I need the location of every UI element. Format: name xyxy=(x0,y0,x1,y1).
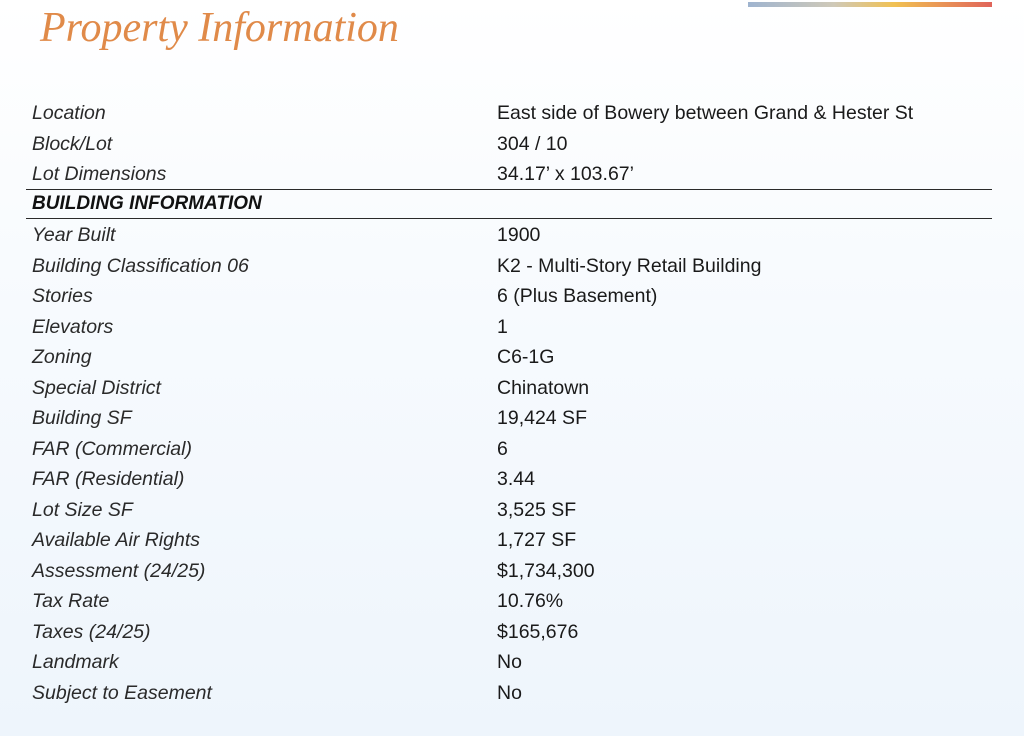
table-row xyxy=(26,280,992,311)
row-label: FAR (Residential) xyxy=(32,468,185,490)
table-row xyxy=(26,433,992,464)
property-info-table xyxy=(26,97,992,707)
table-row xyxy=(26,219,992,250)
table-row xyxy=(26,158,992,189)
row-value: Chinatown xyxy=(497,376,590,399)
table-row xyxy=(26,372,992,403)
row-value: 10.76% xyxy=(497,590,564,612)
table-row xyxy=(26,402,992,433)
row-value: $165,676 xyxy=(497,620,579,643)
row-label: FAR (Commercial) xyxy=(32,437,192,460)
table-row xyxy=(26,616,992,647)
table-row xyxy=(26,97,992,128)
row-label: Available Air Rights xyxy=(32,529,200,551)
row-label: Subject to Easement xyxy=(32,681,212,704)
row-label: Landmark xyxy=(32,651,119,673)
row-value: 3,525 SF xyxy=(497,498,577,521)
row-value: $1,734,300 xyxy=(497,559,595,582)
row-value: No xyxy=(497,651,522,673)
row-value: C6-1G xyxy=(497,346,555,368)
row-label: Elevators xyxy=(32,315,114,338)
table-row xyxy=(26,555,992,586)
row-label: Location xyxy=(32,102,106,124)
table-row xyxy=(26,341,992,372)
row-value: 1900 xyxy=(497,224,541,246)
row-value: 34.17’ x 103.67’ xyxy=(497,163,634,185)
row-value: East side of Bowery between Grand & Hester St xyxy=(497,102,914,124)
row-value: 6 (Plus Basement) xyxy=(497,285,658,307)
row-value: 6 xyxy=(497,437,508,460)
row-value: 19,424 SF xyxy=(497,407,587,429)
row-value: No xyxy=(497,681,522,704)
row-label: Building Classification 06 xyxy=(32,254,249,277)
row-label: Lot Size SF xyxy=(32,498,133,521)
accent-bar xyxy=(748,2,992,7)
table-row xyxy=(26,585,992,616)
row-label: Block/Lot xyxy=(32,132,113,155)
row-value: 1 xyxy=(497,315,508,338)
table-row xyxy=(26,646,992,677)
row-label: Lot Dimensions xyxy=(32,163,167,185)
table-row xyxy=(26,463,992,494)
row-label: Zoning xyxy=(32,346,92,368)
row-value: K2 - Multi-Story Retail Building xyxy=(497,254,762,277)
row-label: Tax Rate xyxy=(32,590,110,612)
table-row xyxy=(26,250,992,281)
table-row xyxy=(26,677,992,708)
table-row xyxy=(26,311,992,342)
row-label: Taxes (24/25) xyxy=(32,620,151,643)
section-header-row xyxy=(26,189,992,220)
table-row xyxy=(26,128,992,159)
page-title: Property Information xyxy=(40,5,399,51)
table-row xyxy=(26,524,992,555)
row-value: 1,727 SF xyxy=(497,529,577,551)
row-label: Year Built xyxy=(32,224,116,246)
row-label: Assessment (24/25) xyxy=(32,559,206,582)
row-label: Special District xyxy=(32,376,161,399)
table-row xyxy=(26,494,992,525)
section-heading: BUILDING INFORMATION xyxy=(32,192,262,214)
row-value: 3.44 xyxy=(497,468,535,490)
row-label: Stories xyxy=(32,285,93,307)
row-label: Building SF xyxy=(32,407,132,429)
row-value: 304 / 10 xyxy=(497,132,568,155)
